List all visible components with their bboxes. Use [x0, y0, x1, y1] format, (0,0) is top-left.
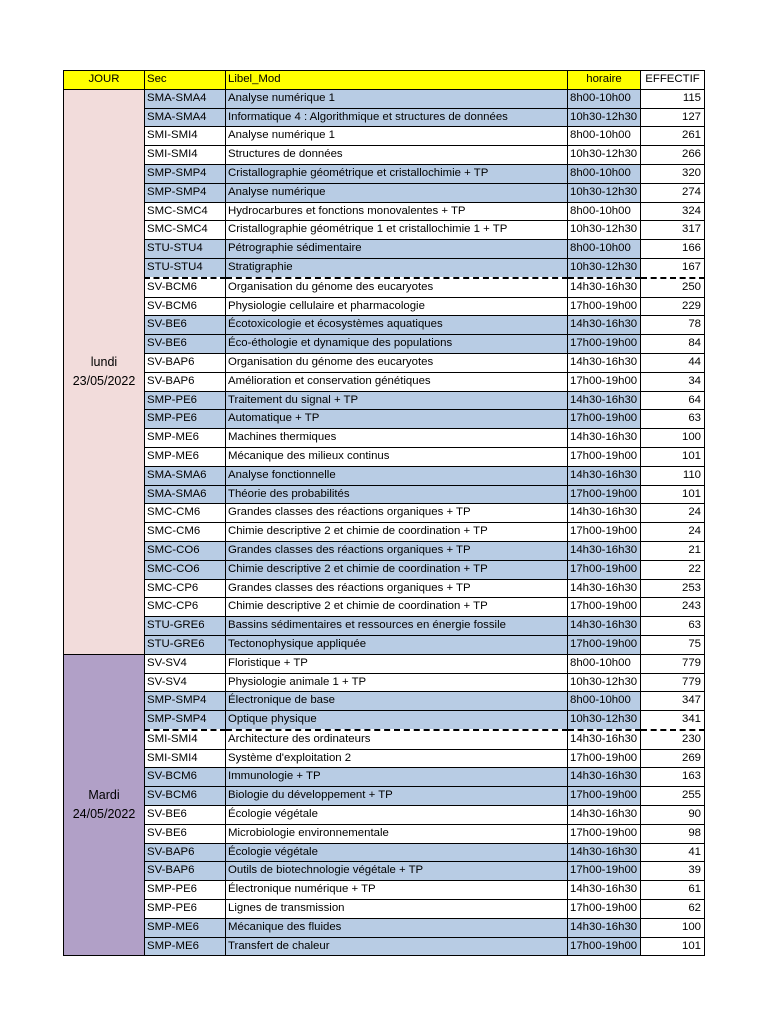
module-cell[interactable]: Grandes classes des réactions organiques + TP	[226, 579, 568, 598]
section-cell[interactable]: SMI-SMI4	[145, 749, 226, 768]
table-row	[64, 598, 705, 617]
module-cell[interactable]: Électronique numérique + TP	[226, 881, 568, 900]
horaire-cell[interactable]: 17h00-19h00	[568, 635, 641, 654]
horaire-cell[interactable]: 17h00-19h00	[568, 410, 641, 429]
module-cell[interactable]: Écotoxicologie et écosystèmes aquatiques	[226, 316, 568, 335]
effectif-cell[interactable]: 101	[641, 447, 705, 466]
horaire-cell[interactable]: 10h30-12h30	[568, 673, 641, 692]
effectif-cell[interactable]: 78	[641, 316, 705, 335]
effectif-cell[interactable]: 779	[641, 654, 705, 673]
section-cell[interactable]: SMC-SMC4	[145, 202, 226, 221]
effectif-cell[interactable]: 75	[641, 635, 705, 654]
section-cell[interactable]: SMP-ME6	[145, 937, 226, 956]
table-row	[64, 89, 705, 108]
horaire-cell[interactable]: 14h30-16h30	[568, 843, 641, 862]
effectif-cell[interactable]: 250	[641, 278, 705, 297]
module-cell[interactable]: Organisation du génome des eucaryotes	[226, 353, 568, 372]
section-cell[interactable]: SV-BE6	[145, 824, 226, 843]
section-cell[interactable]: SV-BAP6	[145, 372, 226, 391]
section-cell[interactable]: SMP-SMP4	[145, 164, 226, 183]
horaire-cell[interactable]: 14h30-16h30	[568, 881, 641, 900]
effectif-cell[interactable]: 100	[641, 918, 705, 937]
section-cell[interactable]: SMP-PE6	[145, 900, 226, 919]
day-name: Mardi	[88, 788, 120, 803]
module-cell[interactable]: Immunologie + TP	[226, 768, 568, 787]
effectif-cell[interactable]: 24	[641, 523, 705, 542]
effectif-cell[interactable]: 127	[641, 108, 705, 127]
section-cell[interactable]: SMC-CM6	[145, 523, 226, 542]
module-cell[interactable]: Stratigraphie	[226, 258, 568, 277]
table-row	[64, 579, 705, 598]
horaire-cell[interactable]: 8h00-10h00	[568, 654, 641, 673]
horaire-cell[interactable]: 14h30-16h30	[568, 504, 641, 523]
table-row	[64, 372, 705, 391]
section-cell[interactable]: SV-SV4	[145, 654, 226, 673]
module-cell[interactable]: Pétrographie sédimentaire	[226, 240, 568, 259]
module-cell[interactable]: Lignes de transmission	[226, 900, 568, 919]
section-cell[interactable]: SV-BCM6	[145, 278, 226, 297]
module-cell[interactable]: Chimie descriptive 2 et chimie de coordination + TP	[226, 598, 568, 617]
table-row	[64, 560, 705, 579]
section-cell[interactable]: SMP-SMP4	[145, 711, 226, 730]
module-cell[interactable]: Outils de biotechnologie végétale + TP	[226, 862, 568, 881]
section-cell[interactable]: SMI-SMI4	[145, 127, 226, 146]
horaire-cell[interactable]: 17h00-19h00	[568, 372, 641, 391]
horaire-cell[interactable]: 10h30-12h30	[568, 183, 641, 202]
effectif-cell[interactable]: 41	[641, 843, 705, 862]
table-row	[64, 654, 705, 673]
effectif-cell[interactable]: 779	[641, 673, 705, 692]
effectif-cell[interactable]: 163	[641, 768, 705, 787]
module-cell[interactable]: Grandes classes des réactions organiques + TP	[226, 541, 568, 560]
module-cell[interactable]: Électronique de base	[226, 692, 568, 711]
table-row	[64, 146, 705, 165]
section-cell[interactable]: SMI-SMI4	[145, 730, 226, 749]
table-row	[64, 900, 705, 919]
effectif-cell[interactable]: 110	[641, 466, 705, 485]
effectif-cell[interactable]: 63	[641, 617, 705, 636]
horaire-cell[interactable]: 17h00-19h00	[568, 824, 641, 843]
table-row	[64, 824, 705, 843]
effectif-cell[interactable]: 320	[641, 164, 705, 183]
effectif-cell[interactable]: 64	[641, 391, 705, 410]
horaire-cell[interactable]: 14h30-16h30	[568, 316, 641, 335]
horaire-cell[interactable]: 17h00-19h00	[568, 335, 641, 354]
horaire-cell[interactable]: 10h30-12h30	[568, 146, 641, 165]
effectif-cell[interactable]: 21	[641, 541, 705, 560]
horaire-cell[interactable]: 17h00-19h00	[568, 447, 641, 466]
horaire-cell[interactable]: 17h00-19h00	[568, 749, 641, 768]
section-cell[interactable]: SV-BE6	[145, 335, 226, 354]
table-row	[64, 466, 705, 485]
section-cell[interactable]: SMC-CM6	[145, 504, 226, 523]
effectif-cell[interactable]: 253	[641, 579, 705, 598]
table-row	[64, 353, 705, 372]
module-cell[interactable]: Informatique 4 : Algorithmique et structures de données	[226, 108, 568, 127]
module-cell[interactable]: Organisation du génome des eucaryotes	[226, 278, 568, 297]
module-cell[interactable]: Bassins sédimentaires et ressources en énergie fossile	[226, 617, 568, 636]
effectif-cell[interactable]: 22	[641, 560, 705, 579]
table-row	[64, 202, 705, 221]
section-cell[interactable]: SV-SV4	[145, 673, 226, 692]
day-date: 23/05/2022	[72, 373, 136, 388]
section-cell[interactable]: SMP-ME6	[145, 429, 226, 448]
horaire-cell[interactable]: 14h30-16h30	[568, 391, 641, 410]
table-row	[64, 278, 705, 297]
table-row	[64, 843, 705, 862]
effectif-cell[interactable]: 34	[641, 372, 705, 391]
table-row	[64, 447, 705, 466]
effectif-cell[interactable]: 274	[641, 183, 705, 202]
section-cell[interactable]: SMC-SMC4	[145, 221, 226, 240]
module-cell[interactable]: Éco-éthologie et dynamique des populations	[226, 335, 568, 354]
table-row	[64, 164, 705, 183]
section-cell[interactable]: STU-STU4	[145, 240, 226, 259]
horaire-cell[interactable]: 17h00-19h00	[568, 862, 641, 881]
module-cell[interactable]: Biologie du développement + TP	[226, 787, 568, 806]
section-cell[interactable]: SMC-CO6	[145, 560, 226, 579]
horaire-cell[interactable]: 14h30-16h30	[568, 353, 641, 372]
section-cell[interactable]: SV-BCM6	[145, 768, 226, 787]
effectif-cell[interactable]: 243	[641, 598, 705, 617]
table-row	[64, 635, 705, 654]
section-cell[interactable]: SMP-ME6	[145, 918, 226, 937]
module-cell[interactable]: Mécanique des milieux continus	[226, 447, 568, 466]
day-cell[interactable]	[64, 89, 145, 654]
header-jour[interactable]: JOUR	[64, 71, 145, 90]
module-cell[interactable]: Microbiologie environnementale	[226, 824, 568, 843]
section-cell[interactable]: SV-BAP6	[145, 862, 226, 881]
horaire-cell[interactable]: 14h30-16h30	[568, 768, 641, 787]
table-row	[64, 240, 705, 259]
section-cell[interactable]: SMP-ME6	[145, 447, 226, 466]
horaire-cell[interactable]: 17h00-19h00	[568, 560, 641, 579]
section-cell[interactable]: SMP-PE6	[145, 881, 226, 900]
table-row	[64, 335, 705, 354]
header-effectif[interactable]: EFFECTIF	[641, 71, 705, 90]
horaire-cell[interactable]: 17h00-19h00	[568, 485, 641, 504]
table-row	[64, 108, 705, 127]
horaire-cell[interactable]: 10h30-12h30	[568, 711, 641, 730]
horaire-cell[interactable]: 14h30-16h30	[568, 466, 641, 485]
effectif-cell[interactable]: 269	[641, 749, 705, 768]
section-cell[interactable]: SV-BE6	[145, 806, 226, 825]
horaire-cell[interactable]: 14h30-16h30	[568, 579, 641, 598]
module-cell[interactable]: Écologie végétale	[226, 806, 568, 825]
table-row	[64, 485, 705, 504]
effectif-cell[interactable]: 229	[641, 297, 705, 316]
module-cell[interactable]: Hydrocarbures et fonctions monovalentes + TP	[226, 202, 568, 221]
horaire-cell[interactable]: 10h30-12h30	[568, 258, 641, 277]
module-cell[interactable]: Floristique + TP	[226, 654, 568, 673]
section-cell[interactable]: SMP-PE6	[145, 410, 226, 429]
effectif-cell[interactable]: 62	[641, 900, 705, 919]
horaire-cell[interactable]: 8h00-10h00	[568, 692, 641, 711]
horaire-cell[interactable]: 14h30-16h30	[568, 918, 641, 937]
section-cell[interactable]: SV-BE6	[145, 316, 226, 335]
section-cell[interactable]: SMA-SMA4	[145, 89, 226, 108]
header-horaire[interactable]: horaire	[568, 71, 641, 90]
effectif-cell[interactable]: 167	[641, 258, 705, 277]
horaire-cell[interactable]: 8h00-10h00	[568, 202, 641, 221]
table-row	[64, 541, 705, 560]
schedule-body	[64, 89, 705, 956]
effectif-cell[interactable]: 347	[641, 692, 705, 711]
table-row	[64, 730, 705, 749]
table-row	[64, 749, 705, 768]
module-cell[interactable]: Amélioration et conservation génétiques	[226, 372, 568, 391]
effectif-cell[interactable]: 261	[641, 127, 705, 146]
table-row	[64, 862, 705, 881]
effectif-cell[interactable]: 341	[641, 711, 705, 730]
module-cell[interactable]: Système d'exploitation 2	[226, 749, 568, 768]
horaire-cell[interactable]: 17h00-19h00	[568, 937, 641, 956]
effectif-cell[interactable]: 115	[641, 89, 705, 108]
module-cell[interactable]: Cristallographie géométrique et cristallochimie + TP	[226, 164, 568, 183]
header-sec[interactable]: Sec	[145, 71, 226, 90]
effectif-cell[interactable]: 324	[641, 202, 705, 221]
effectif-cell[interactable]: 84	[641, 335, 705, 354]
table-row	[64, 183, 705, 202]
module-cell[interactable]: Transfert de chaleur	[226, 937, 568, 956]
table-row	[64, 768, 705, 787]
section-cell[interactable]: SMC-CO6	[145, 541, 226, 560]
section-cell[interactable]: SMI-SMI4	[145, 146, 226, 165]
horaire-cell[interactable]: 14h30-16h30	[568, 730, 641, 749]
horaire-cell[interactable]: 17h00-19h00	[568, 900, 641, 919]
table-row	[64, 316, 705, 335]
section-cell[interactable]: SMC-CP6	[145, 579, 226, 598]
section-cell[interactable]: SV-BCM6	[145, 297, 226, 316]
module-cell[interactable]: Grandes classes des réactions organiques + TP	[226, 504, 568, 523]
horaire-cell[interactable]: 14h30-16h30	[568, 541, 641, 560]
day-date: 24/05/2022	[72, 807, 136, 822]
module-cell[interactable]: Optique physique	[226, 711, 568, 730]
horaire-cell[interactable]: 17h00-19h00	[568, 523, 641, 542]
table-row	[64, 258, 705, 277]
module-cell[interactable]: Tectonophysique appliquée	[226, 635, 568, 654]
module-cell[interactable]: Analyse numérique 1	[226, 127, 568, 146]
effectif-cell[interactable]: 24	[641, 504, 705, 523]
module-cell[interactable]: Analyse numérique	[226, 183, 568, 202]
table-row	[64, 410, 705, 429]
horaire-cell[interactable]: 14h30-16h30	[568, 278, 641, 297]
effectif-cell[interactable]: 266	[641, 146, 705, 165]
effectif-cell[interactable]: 98	[641, 824, 705, 843]
module-cell[interactable]: Cristallographie géométrique 1 et cristallochimie 1 + TP	[226, 221, 568, 240]
table-row	[64, 617, 705, 636]
module-cell[interactable]: Mécanique des fluides	[226, 918, 568, 937]
section-cell[interactable]: SMA-SMA4	[145, 108, 226, 127]
horaire-cell[interactable]: 8h00-10h00	[568, 240, 641, 259]
effectif-cell[interactable]: 100	[641, 429, 705, 448]
module-cell[interactable]: Théorie des probabilités	[226, 485, 568, 504]
module-cell[interactable]: Analyse fonctionnelle	[226, 466, 568, 485]
effectif-cell[interactable]: 90	[641, 806, 705, 825]
table-row	[64, 692, 705, 711]
horaire-cell[interactable]: 10h30-12h30	[568, 221, 641, 240]
section-cell[interactable]: SV-BAP6	[145, 843, 226, 862]
effectif-cell[interactable]: 44	[641, 353, 705, 372]
section-cell[interactable]: SV-BAP6	[145, 353, 226, 372]
section-cell[interactable]: SMA-SMA6	[145, 466, 226, 485]
horaire-cell[interactable]: 17h00-19h00	[568, 787, 641, 806]
table-row	[64, 297, 705, 316]
header-libel-mod[interactable]: Libel_Mod	[226, 71, 568, 90]
effectif-cell[interactable]: 63	[641, 410, 705, 429]
module-cell[interactable]: Structures de données	[226, 146, 568, 165]
module-cell[interactable]: Physiologie cellulaire et pharmacologie	[226, 297, 568, 316]
effectif-cell[interactable]: 230	[641, 730, 705, 749]
table-row	[64, 711, 705, 730]
header-row	[64, 71, 705, 90]
horaire-cell[interactable]: 14h30-16h30	[568, 429, 641, 448]
module-cell[interactable]: Architecture des ordinateurs	[226, 730, 568, 749]
horaire-cell[interactable]: 17h00-19h00	[568, 598, 641, 617]
section-cell[interactable]: STU-GRE6	[145, 635, 226, 654]
horaire-cell[interactable]: 8h00-10h00	[568, 89, 641, 108]
section-cell[interactable]: STU-GRE6	[145, 617, 226, 636]
effectif-cell[interactable]: 39	[641, 862, 705, 881]
module-cell[interactable]: Automatique + TP	[226, 410, 568, 429]
section-cell[interactable]: SMA-SMA6	[145, 485, 226, 504]
module-cell[interactable]: Écologie végétale	[226, 843, 568, 862]
table-row	[64, 881, 705, 900]
horaire-cell[interactable]: 14h30-16h30	[568, 806, 641, 825]
table-row	[64, 127, 705, 146]
module-cell[interactable]: Traitement du signal + TP	[226, 391, 568, 410]
module-cell[interactable]: Analyse numérique 1	[226, 89, 568, 108]
effectif-cell[interactable]: 61	[641, 881, 705, 900]
table-row	[64, 806, 705, 825]
horaire-cell[interactable]: 8h00-10h00	[568, 127, 641, 146]
day-cell[interactable]	[64, 654, 145, 956]
table-row	[64, 504, 705, 523]
table-row	[64, 391, 705, 410]
table-row	[64, 221, 705, 240]
table-row	[64, 937, 705, 956]
effectif-cell[interactable]: 101	[641, 485, 705, 504]
table-row	[64, 918, 705, 937]
section-cell[interactable]: SMP-SMP4	[145, 183, 226, 202]
effectif-cell[interactable]: 166	[641, 240, 705, 259]
table-row	[64, 673, 705, 692]
section-cell[interactable]: SMP-PE6	[145, 391, 226, 410]
horaire-cell[interactable]: 10h30-12h30	[568, 108, 641, 127]
effectif-cell[interactable]: 101	[641, 937, 705, 956]
module-cell[interactable]: Chimie descriptive 2 et chimie de coordination + TP	[226, 560, 568, 579]
table-row	[64, 429, 705, 448]
module-cell[interactable]: Machines thermiques	[226, 429, 568, 448]
horaire-cell[interactable]: 14h30-16h30	[568, 617, 641, 636]
effectif-cell[interactable]: 317	[641, 221, 705, 240]
module-cell[interactable]: Chimie descriptive 2 et chimie de coordination + TP	[226, 523, 568, 542]
table-row	[64, 523, 705, 542]
table-row	[64, 787, 705, 806]
module-cell[interactable]: Physiologie animale 1 + TP	[226, 673, 568, 692]
section-cell[interactable]: SMC-CP6	[145, 598, 226, 617]
section-cell[interactable]: SMP-SMP4	[145, 692, 226, 711]
exam-schedule-table	[63, 70, 705, 956]
day-name: lundi	[90, 354, 118, 369]
horaire-cell[interactable]: 8h00-10h00	[568, 164, 641, 183]
horaire-cell[interactable]: 17h00-19h00	[568, 297, 641, 316]
effectif-cell[interactable]: 255	[641, 787, 705, 806]
section-cell[interactable]: STU-STU4	[145, 258, 226, 277]
section-cell[interactable]: SV-BCM6	[145, 787, 226, 806]
